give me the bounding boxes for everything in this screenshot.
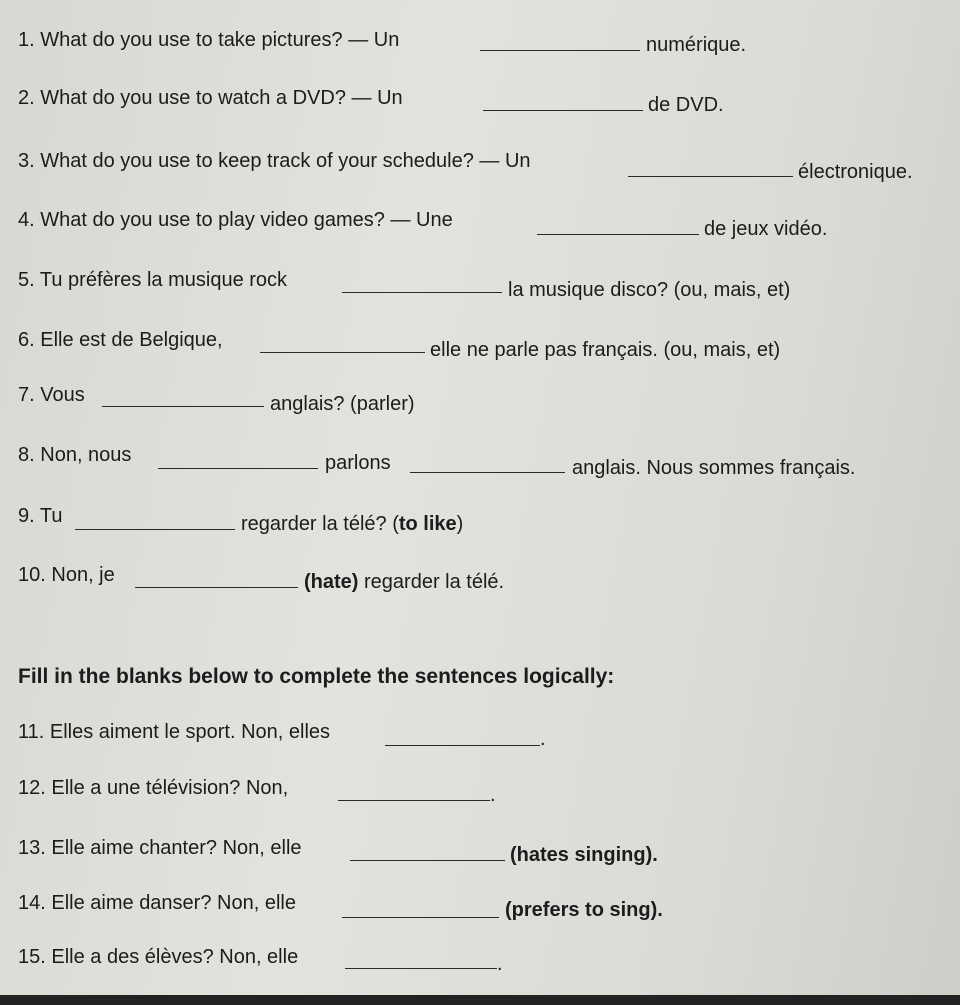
question-3 <box>18 149 531 173</box>
question-number: 15. <box>18 946 46 968</box>
question-number: 1. <box>18 29 35 51</box>
question-5 <box>18 268 287 292</box>
question-9-suffix: regarder la télé? (to like) <box>241 513 464 535</box>
question-11-suffix: . <box>540 728 546 750</box>
question-4 <box>18 208 453 232</box>
answer-blank-11[interactable] <box>385 745 540 746</box>
question-number: 5. <box>18 269 35 291</box>
answer-blank-4[interactable] <box>537 234 699 235</box>
question-8-middle: parlons <box>325 452 391 474</box>
question-text: What do you use to keep track of your schedule? — Un <box>40 150 531 172</box>
answer-blank-8b[interactable] <box>410 472 565 473</box>
question-1 <box>18 28 399 52</box>
question-8-suffix: anglais. Nous sommes français. <box>572 457 856 479</box>
answer-blank-14[interactable] <box>342 917 499 918</box>
question-10-suffix: (hate) regarder la télé. <box>304 571 505 593</box>
answer-blank-15[interactable] <box>345 968 497 969</box>
question-15 <box>18 945 298 969</box>
question-2-suffix: de DVD. <box>648 94 724 116</box>
question-text: Vous <box>40 384 85 406</box>
question-text: Elle a une télévision? Non, <box>51 777 289 799</box>
question-number: 11. <box>18 721 45 743</box>
question-number: 6. <box>18 329 35 351</box>
question-10 <box>18 563 115 587</box>
question-number: 14. <box>18 892 46 914</box>
question-text: Non, je <box>51 564 115 586</box>
question-1-suffix: numérique. <box>646 34 747 56</box>
question-text: What do you use to watch a DVD? — Un <box>40 87 403 109</box>
answer-blank-2[interactable] <box>483 110 643 111</box>
section-heading: Fill in the blanks below to complete the sentences logically: <box>18 665 615 688</box>
question-14 <box>18 891 296 915</box>
question-2 <box>18 86 403 110</box>
answer-blank-8a[interactable] <box>158 468 318 469</box>
answer-blank-3[interactable] <box>628 176 793 177</box>
question-number: 10. <box>18 564 46 586</box>
question-8 <box>18 443 131 467</box>
answer-blank-9[interactable] <box>75 529 235 530</box>
question-text: Tu préfères la musique rock <box>39 269 288 291</box>
question-text: Non, nous <box>40 444 132 466</box>
question-text: Elle a des élèves? Non, elle <box>51 946 299 968</box>
answer-blank-10[interactable] <box>135 587 298 588</box>
question-7-suffix: anglais? (parler) <box>270 393 415 415</box>
answer-blank-12[interactable] <box>338 800 490 801</box>
answer-blank-6[interactable] <box>260 352 425 353</box>
question-6 <box>18 328 223 352</box>
question-text: Elle est de Belgique, <box>40 329 223 351</box>
question-text: What do you use to play video games? — Une <box>40 209 453 231</box>
question-number: 8. <box>18 444 35 466</box>
question-12 <box>18 776 288 800</box>
question-13-suffix: (hates singing). <box>510 844 658 866</box>
question-text: Elles aiment le sport. Non, elles <box>49 721 331 743</box>
answer-blank-7[interactable] <box>102 406 264 407</box>
answer-blank-1[interactable] <box>480 50 640 51</box>
question-14-suffix: (prefers to sing). <box>505 899 663 921</box>
question-4-suffix: de jeux vidéo. <box>704 218 828 240</box>
question-5-suffix: la musique disco? (ou, mais, et) <box>508 279 791 301</box>
question-7 <box>18 383 85 407</box>
question-text: Tu <box>39 505 63 527</box>
question-number: 13. <box>18 837 46 859</box>
answer-blank-5[interactable] <box>342 292 502 293</box>
question-11 <box>18 720 330 744</box>
answer-blank-13[interactable] <box>350 860 505 861</box>
question-number: 12. <box>18 777 46 799</box>
question-3-suffix: électronique. <box>798 161 913 183</box>
question-number: 9. <box>18 505 35 527</box>
question-9 <box>18 504 63 528</box>
question-number: 2. <box>18 87 35 109</box>
question-number: 4. <box>18 209 35 231</box>
question-12-suffix: . <box>490 784 496 806</box>
question-text: What do you use to take pictures? — Un <box>40 29 400 51</box>
question-15-suffix: . <box>497 953 503 975</box>
question-number: 3. <box>18 150 35 172</box>
question-6-suffix: elle ne parle pas français. (ou, mais, et) <box>430 339 781 361</box>
screen-bezel <box>0 995 960 1005</box>
question-text: Elle aime chanter? Non, elle <box>51 837 302 859</box>
question-text: Elle aime danser? Non, elle <box>51 892 296 914</box>
question-number: 7. <box>18 384 35 406</box>
question-13 <box>18 836 302 860</box>
